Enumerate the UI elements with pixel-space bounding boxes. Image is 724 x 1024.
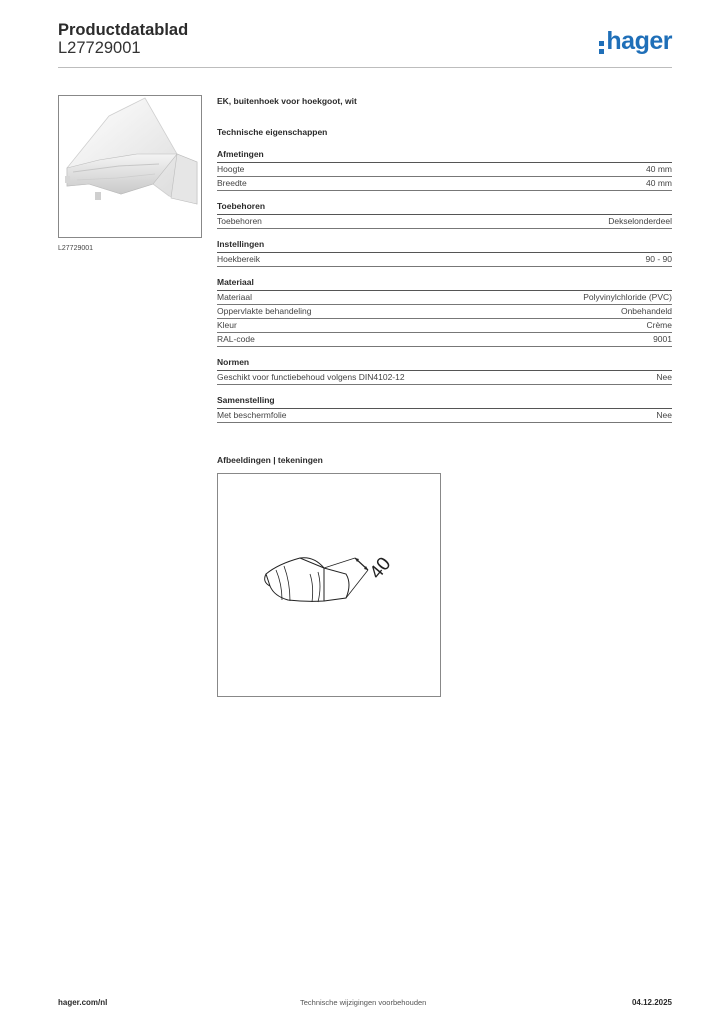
spec-label: Geschikt voor functiebehoud volgens DIN4102-12 — [217, 372, 405, 382]
spec-label: Hoekbereik — [217, 254, 260, 264]
header-divider — [58, 67, 672, 68]
spec-label: Breedte — [217, 178, 247, 188]
page-title: Productdatablad — [58, 21, 189, 39]
spec-label: RAL-code — [217, 334, 255, 344]
logo-text: hager — [606, 27, 672, 55]
spec-label: Materiaal — [217, 292, 252, 302]
spec-value: 40 mm — [646, 178, 672, 188]
spec-value: Nee — [656, 410, 672, 420]
spec-value: 90 - 90 — [645, 254, 672, 264]
spec-label: Toebehoren — [217, 216, 262, 226]
section-toebehoren — [217, 201, 672, 229]
section-title: Materiaal — [217, 277, 672, 291]
spec-value: Dekselonderdeel — [608, 216, 672, 226]
section-materiaal — [217, 277, 672, 347]
spec-row — [217, 177, 672, 191]
photo-caption: L27729001 — [58, 245, 94, 252]
dimension-label: 40 — [365, 553, 396, 584]
footer-notice: Technische wijzigingen voorbehouden — [300, 998, 427, 1007]
spec-value: Onbehandeld — [620, 306, 672, 316]
section-normen — [217, 357, 672, 385]
section-title: Toebehoren — [217, 201, 672, 215]
section-title: Samenstelling — [217, 395, 672, 409]
section-title: Normen — [217, 357, 672, 371]
technical-drawing — [217, 473, 441, 697]
spec-value: Polyvinylchloride (PVC) — [583, 292, 672, 302]
spec-value: Crème — [646, 320, 672, 330]
tech-heading: Technische eigenschappen — [217, 127, 328, 137]
footer-date: 04.12.2025 — [631, 998, 672, 1007]
section-samenstelling — [217, 395, 672, 423]
section-afmetingen — [217, 149, 672, 191]
section-title: Afmetingen — [217, 149, 672, 163]
technical-drawing-icon — [218, 474, 440, 696]
spec-label: Kleur — [217, 320, 237, 330]
spec-row — [217, 291, 672, 305]
spec-row — [217, 319, 672, 333]
product-photo — [58, 95, 202, 238]
spec-row — [217, 371, 672, 385]
drawings-heading: Afbeeldingen | tekeningen — [217, 455, 323, 465]
spec-row — [217, 333, 672, 347]
product-code: L27729001 — [58, 39, 141, 57]
product-photo-icon — [59, 96, 201, 237]
spec-label: Oppervlakte behandeling — [217, 306, 312, 316]
product-name: EK, buitenhoek voor hoekgoot, wit — [217, 96, 357, 106]
section-title: Instellingen — [217, 239, 672, 253]
footer-website[interactable]: hager.com/nl — [58, 998, 108, 1007]
spec-value: Nee — [656, 372, 672, 382]
spec-row — [217, 163, 672, 177]
logo-dots-icon — [599, 41, 605, 54]
spec-value: 40 mm — [646, 164, 672, 174]
hager-logo[interactable] — [599, 27, 672, 56]
specs-panel — [217, 96, 672, 433]
section-instellingen — [217, 239, 672, 267]
spec-value: 9001 — [653, 334, 672, 344]
spec-row — [217, 215, 672, 229]
spec-row — [217, 305, 672, 319]
spec-label: Hoogte — [217, 164, 245, 174]
spec-row — [217, 253, 672, 267]
spec-label: Met beschermfolie — [217, 410, 287, 420]
spec-row — [217, 409, 672, 423]
